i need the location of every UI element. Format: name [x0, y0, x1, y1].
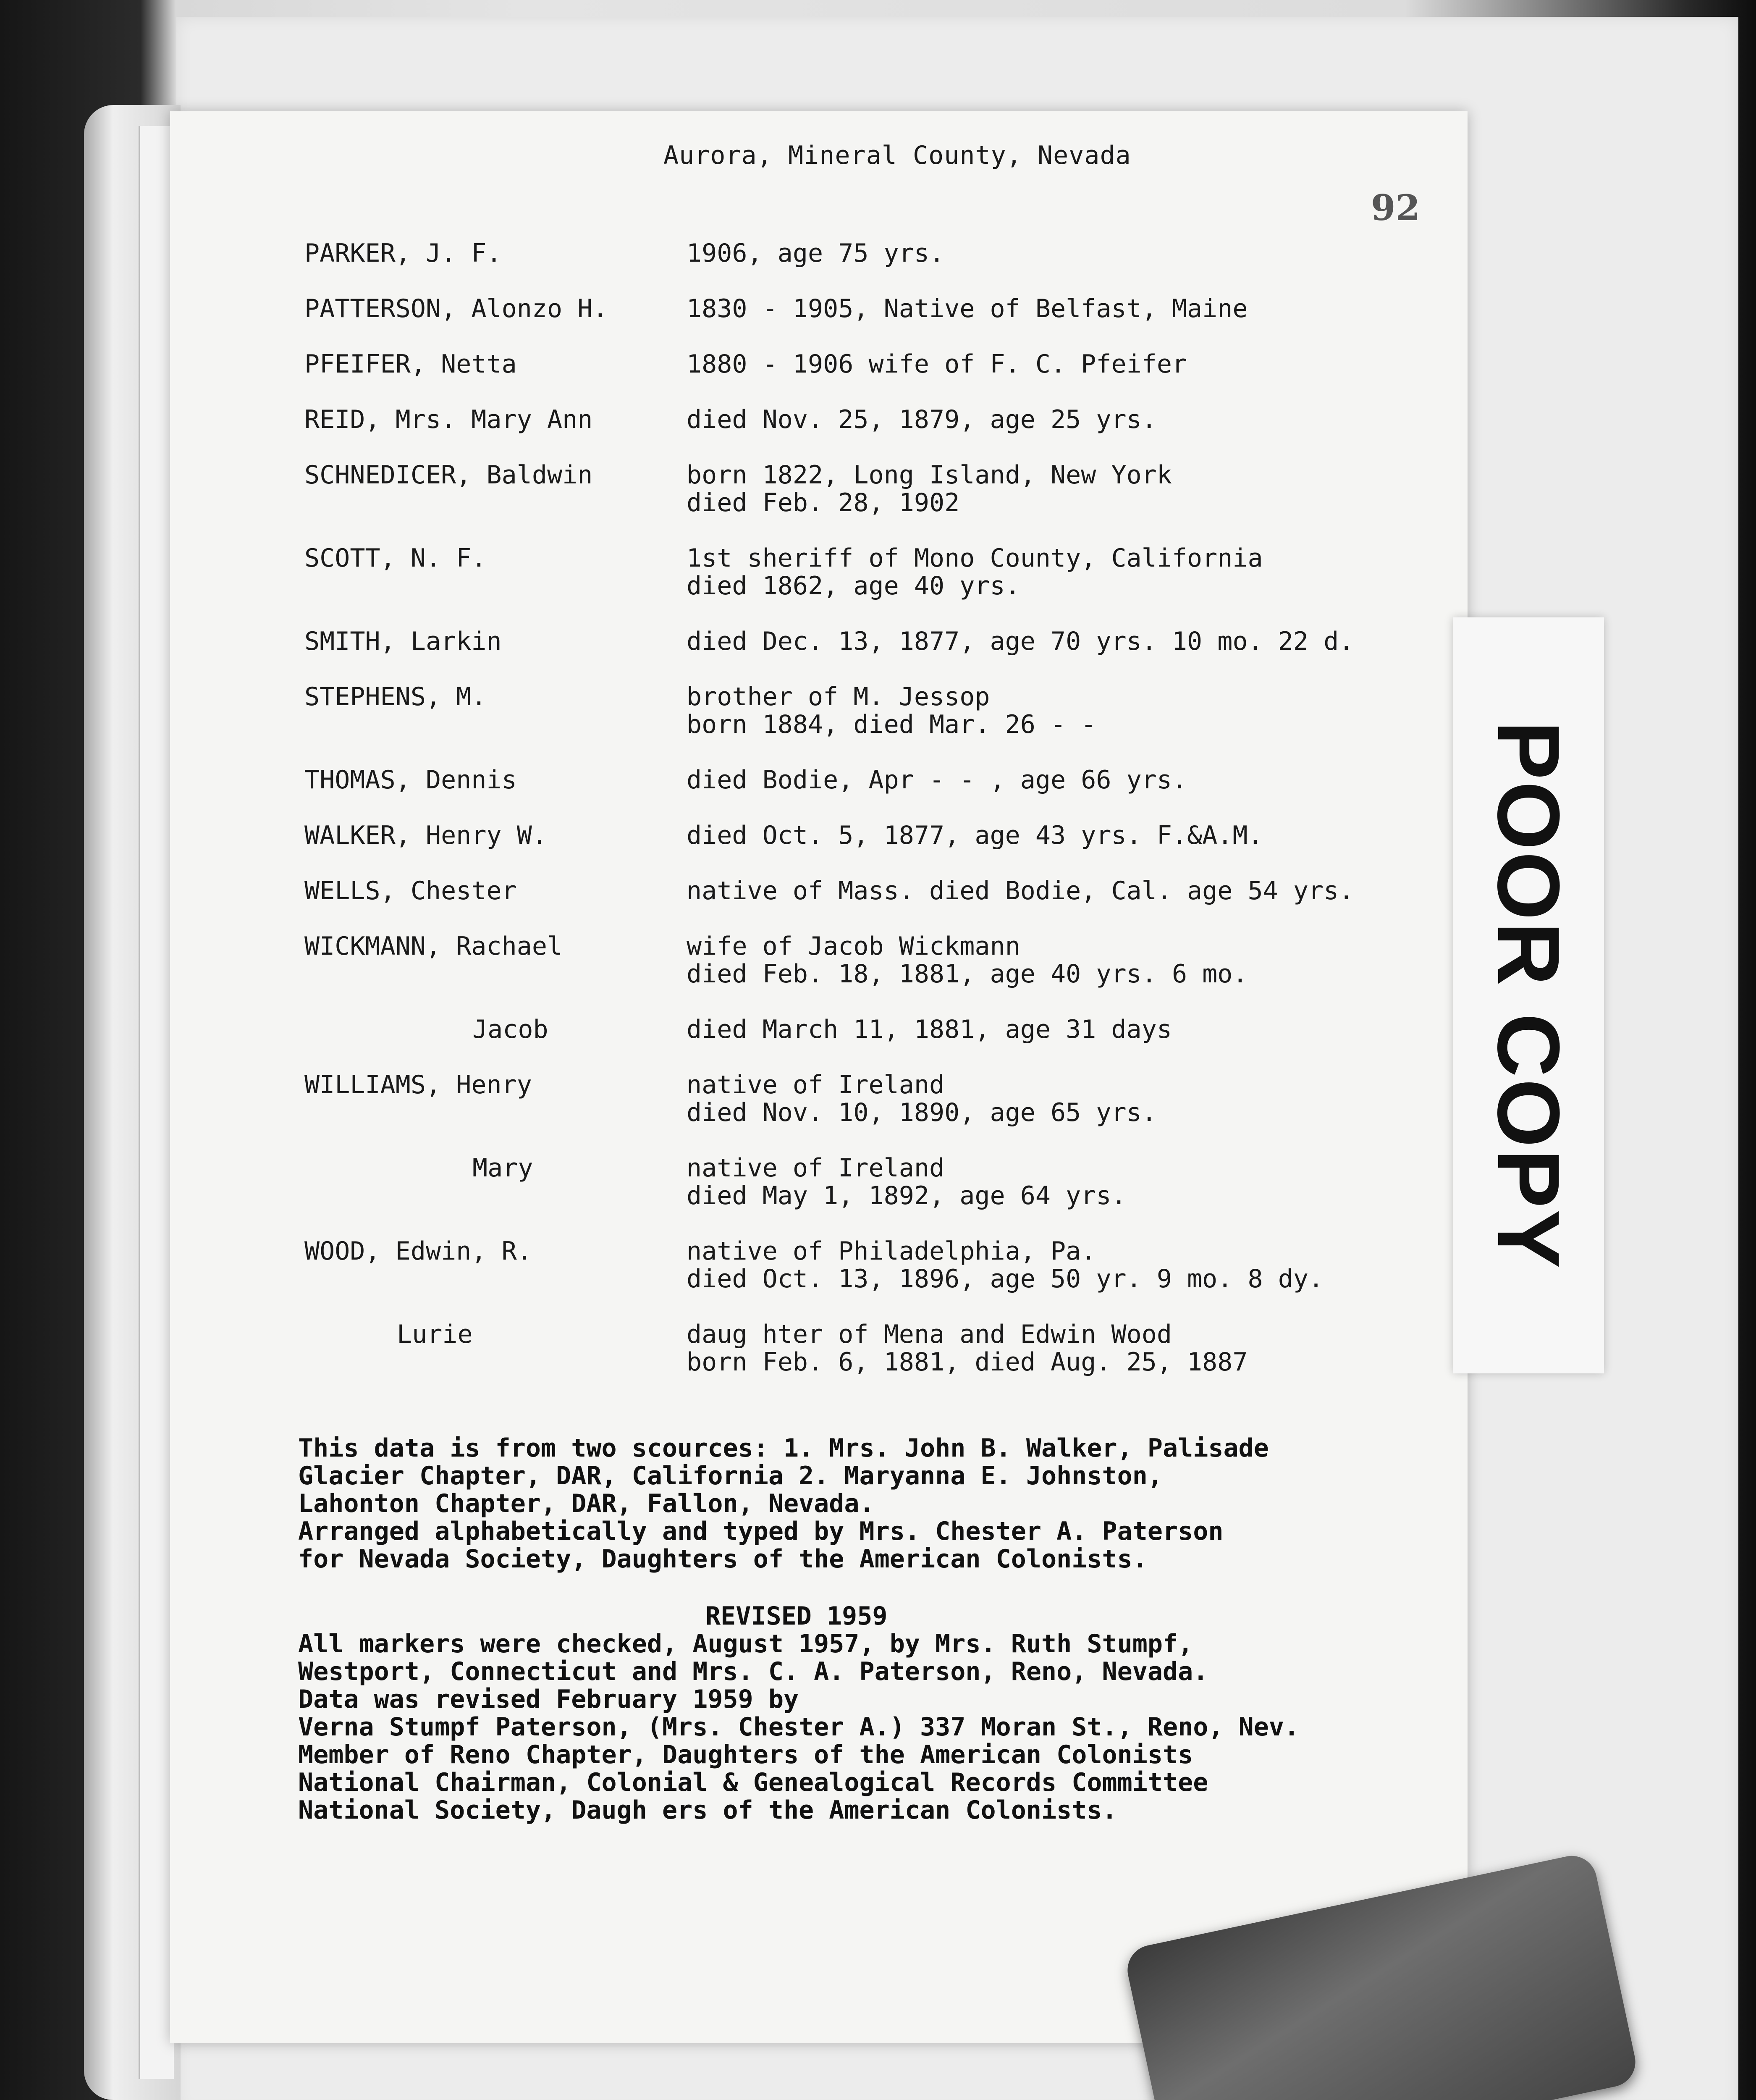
revised-line: National Chairman, Colonial & Genealogical Records Committee: [298, 1768, 1208, 1797]
entry-name: STEPHENS, M.: [304, 682, 487, 711]
entry-detail-line: daug hter of Mena and Edwin Wood: [687, 1320, 1172, 1349]
entry-detail-line: died Nov. 10, 1890, age 65 yrs.: [687, 1098, 1157, 1127]
entry-name: Jacob: [472, 1015, 548, 1044]
entry-detail-line: native of Philadelphia, Pa.: [687, 1236, 1096, 1266]
entry-row: [304, 350, 1463, 378]
burial-entries-list: [304, 239, 1463, 1404]
entry-details: [687, 1071, 1463, 1126]
entry-name: REID, Mrs. Mary Ann: [304, 405, 593, 434]
revised-line: Member of Reno Chapter, Daughters of the American Colonists: [298, 1740, 1193, 1769]
revised-line: All markers were checked, August 1957, by Mrs. Ruth Stumpf,: [298, 1629, 1193, 1659]
entry-row: [304, 239, 1463, 267]
entry-detail-line: died March 11, 1881, age 31 days: [687, 1015, 1172, 1044]
entry-row: [304, 932, 1463, 988]
entry-detail-line: died Dec. 13, 1877, age 70 yrs. 10 mo. 22 d.: [687, 627, 1354, 656]
entry-detail-line: died 1862, age 40 yrs.: [687, 571, 1020, 601]
entry-name: THOMAS, Dennis: [304, 765, 517, 795]
entry-row: [304, 683, 1463, 738]
page-number: 92: [1371, 187, 1420, 228]
entry-row: [304, 406, 1463, 433]
sources-line: Arranged alphabetically and typed by Mrs. Chester A. Paterson: [298, 1517, 1224, 1546]
entry-row: [304, 766, 1463, 794]
sources-line: for Nevada Society, Daughters of the American Colonists.: [298, 1544, 1148, 1574]
entry-name: WALKER, Henry W.: [304, 821, 547, 850]
revised-line: National Society, Daugh ers of the American Colonists.: [298, 1796, 1117, 1825]
entry-row: [304, 822, 1463, 849]
entry-details: [687, 295, 1463, 323]
poor-copy-label: POOR COPY: [1479, 721, 1578, 1270]
entry-detail-line: died May 1, 1892, age 64 yrs.: [687, 1181, 1127, 1210]
entry-name: Mary: [472, 1153, 533, 1183]
entry-row: [304, 1016, 1463, 1043]
entry-details: [687, 1320, 1463, 1376]
entry-details: [687, 932, 1463, 988]
entry-detail-line: 1880 - 1906 wife of F. C. Pfeifer: [687, 349, 1187, 379]
revised-paragraph: [298, 1630, 1457, 1824]
entry-detail-line: died Feb. 28, 1902: [687, 488, 960, 517]
entry-row: [304, 627, 1463, 655]
entry-detail-line: brother of M. Jessop: [687, 682, 990, 711]
entry-details: [687, 877, 1463, 905]
entry-name: SCHNEDICER, Baldwin: [304, 460, 593, 490]
entry-details: [687, 350, 1463, 378]
revised-line: Westport, Connecticut and Mrs. C. A. Paterson, Reno, Nevada.: [298, 1657, 1208, 1686]
adjacent-page-edge: [139, 126, 174, 2079]
entry-detail-line: native of Ireland: [687, 1153, 945, 1183]
document-page: [170, 111, 1468, 2043]
poor-copy-stamp: [1453, 617, 1604, 1373]
entry-detail-line: native of Mass. died Bodie, Cal. age 54 yrs.: [687, 876, 1354, 906]
entry-name: SMITH, Larkin: [304, 627, 502, 656]
entry-name: WOOD, Edwin, R.: [304, 1236, 532, 1266]
entry-details: [687, 822, 1463, 849]
revised-heading: REVISED 1959: [705, 1601, 888, 1631]
entry-details: [687, 627, 1463, 655]
entry-detail-line: born 1884, died Mar. 26 - -: [687, 710, 1096, 739]
source-notes: [298, 1434, 1457, 1824]
entry-name: PFEIFER, Netta: [304, 349, 517, 379]
entry-row: [304, 1071, 1463, 1126]
entry-detail-line: 1830 - 1905, Native of Belfast, Maine: [687, 294, 1248, 323]
sources-line: Glacier Chapter, DAR, California 2. Maryanna E. Johnston,: [298, 1461, 1163, 1491]
entry-name: SCOTT, N. F.: [304, 543, 487, 573]
entry-row: [304, 1154, 1463, 1210]
entry-name: WICKMANN, Rachael: [304, 932, 563, 961]
entry-detail-line: died Bodie, Apr - - , age 66 yrs.: [687, 765, 1187, 795]
sources-paragraph: [298, 1434, 1457, 1573]
entry-row: [304, 544, 1463, 600]
entry-detail-line: native of Ireland: [687, 1070, 945, 1100]
entry-row: [304, 461, 1463, 517]
entry-row: [304, 295, 1463, 323]
entry-detail-line: wife of Jacob Wickmann: [687, 932, 1020, 961]
entry-name: WILLIAMS, Henry: [304, 1070, 532, 1100]
entry-name: Lurie: [397, 1320, 473, 1349]
entry-details: [687, 239, 1463, 267]
revised-line: Data was revised February 1959 by: [298, 1685, 799, 1714]
sources-line: This data is from two scources: 1. Mrs. John B. Walker, Palisade: [298, 1433, 1269, 1463]
entry-detail-line: died Oct. 5, 1877, age 43 yrs. F.&A.M.: [687, 821, 1263, 850]
entry-name: PARKER, J. F.: [304, 239, 502, 268]
entry-details: [687, 683, 1463, 738]
entry-name: PATTERSON, Alonzo H.: [304, 294, 608, 323]
sources-line: Lahonton Chapter, DAR, Fallon, Nevada.: [298, 1489, 875, 1518]
entry-details: [687, 1237, 1463, 1293]
entry-details: [687, 544, 1463, 600]
entry-detail-line: died Feb. 18, 1881, age 40 yrs. 6 mo.: [687, 959, 1248, 989]
revised-line: Verna Stumpf Paterson, (Mrs. Chester A.) 337 Moran St., Reno, Nev.: [298, 1712, 1300, 1742]
entry-detail-line: 1st sheriff of Mono County, California: [687, 543, 1263, 573]
entry-detail-line: 1906, age 75 yrs.: [687, 239, 945, 268]
entry-detail-line: died Oct. 13, 1896, age 50 yr. 9 mo. 8 dy.: [687, 1264, 1324, 1294]
entry-row: [304, 1320, 1463, 1376]
entry-detail-line: born 1822, Long Island, New York: [687, 460, 1172, 490]
entry-row: [304, 877, 1463, 905]
entry-details: [687, 766, 1463, 794]
entry-details: [687, 406, 1463, 433]
entry-name: WELLS, Chester: [304, 876, 517, 906]
entry-detail-line: died Nov. 25, 1879, age 25 yrs.: [687, 405, 1157, 434]
entry-details: [687, 461, 1463, 517]
entry-detail-line: born Feb. 6, 1881, died Aug. 25, 1887: [687, 1347, 1248, 1377]
entry-row: [304, 1237, 1463, 1293]
page-title: Aurora, Mineral County, Nevada: [663, 141, 1131, 170]
